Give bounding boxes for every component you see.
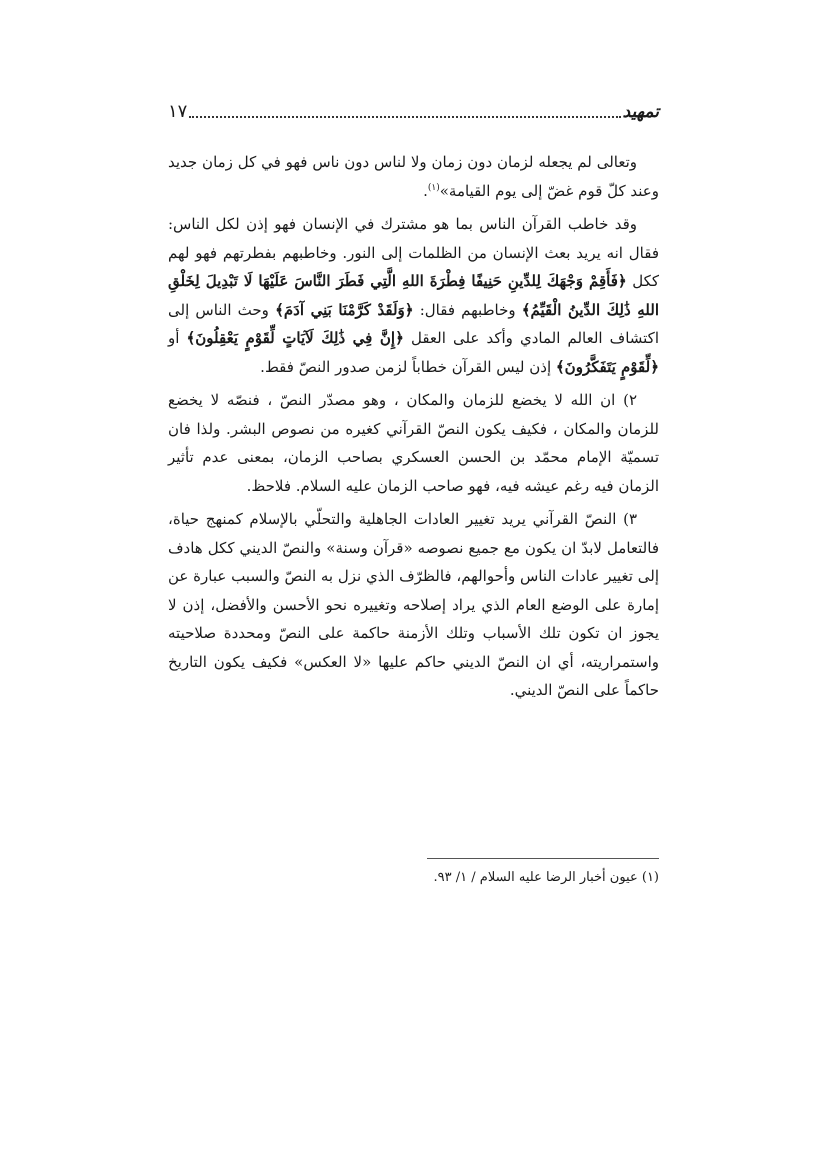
text-run: إذن ليس القرآن خطاباً لزمن صدور النصّ فقط.	[260, 357, 556, 376]
chapter-title: تمهيد	[622, 102, 659, 122]
paragraph	[168, 505, 659, 705]
text-run: ٣) النصّ القرآني يريد تغيير العادات الجاهلية والتحلّي بالإسلام كمنهج حياة، فالتعامل لابدّ ان يكون مع جميع نصوصه «قرآن وسنة» والنصّ الديني ككل هادف إلى تغيير عادات الناس وأحوالهم، فالظرّف الذي نزل به النصّ والسبب عبارة عن إمارة على الوضع العام الذي يراد إصلاحه وتغييره نحو الأحسن والأفضل، إذن لا يجوز ان تكون تلك الأسباب وتلك الأزمنة حاكمة على النصّ ومحددة صلاحيته واستمراريته، أي ان النصّ الديني حاكم عليها «لا العكس» فكيف يكون التاريخ حاكماً على النصّ الديني.	[168, 510, 659, 699]
page-header	[168, 96, 659, 124]
paragraph	[168, 148, 659, 205]
text-run: وقد خاطب القرآن الناس بما هو مشترك في الإنسان فهو إذن لكل الناس: فقال انه يريد بعث الإنسان من الظلمات إلى النور. وخاطبهم بفطرتهم فهو لهم ككل	[168, 215, 659, 290]
quran-verse: ﴿إِنَّ فِي ذَٰلِكَ لَآيَاتٍ لِّقَوْمٍ يَعْقِلُونَ﴾	[186, 329, 404, 347]
text-run: وحث الناس إلى اكتشاف العالم المادي وأكد على العقل	[168, 300, 659, 347]
page-number: ١٧	[168, 101, 188, 122]
text-run: .	[423, 181, 428, 200]
text-run: أو	[168, 329, 187, 347]
text-run: وتعالى لم يجعله لزمان دون زمان ولا لناس دون ناس فهو في كل زمان جديد وعند كلّ قوم غضّ إلى يوم القيامة»	[168, 153, 659, 200]
quran-verse: ﴿فَأَقِمْ وَجْهَكَ لِلدِّينِ حَنِيفًا فِطْرَةَ اللهِ الَّتِي فَطَرَ النَّاسَ عَلَيْهَا لَا تَبْدِيلَ لِخَلْقِ اللهِ ذَٰلِكَ الدِّينُ الْقَيِّمُ﴾	[168, 272, 659, 319]
header-dotted-leader	[189, 116, 620, 118]
quran-verse: ﴿لِّقَوْمٍ يَتَفَكَّرُونَ﴾	[555, 357, 659, 376]
paragraph	[168, 386, 659, 500]
footnote-marker: (١)	[427, 182, 440, 193]
text-run: ٢) ان الله لا يخضع للزمان والمكان ، وهو مصدّر النصّ ، فنصّه لا يخضع للزمان والمكان ، فكيف يكون النصّ القرآني كغيره من نصوص البشر. ولذا فان تسميّة الإمام محمّد بن الحسن العسكري بصاحب الزمان، بمعنى عدم تأثير الزمان فيه رغم عيشه فيه، فهو صاحب الزمان عليه السلام. فلاحظ.	[168, 391, 659, 495]
paragraph	[168, 210, 659, 381]
footnote-text: (١) عيون أخبار الرضا عليه السلام / ١/ ٩٣.	[433, 870, 659, 885]
footnote-separator	[427, 858, 659, 859]
footnote	[168, 868, 659, 888]
body-text	[168, 148, 659, 710]
quran-verse: ﴿وَلَقَدْ كَرَّمْنَا بَنِي آدَمَ﴾	[275, 300, 414, 319]
text-run: وخاطبهم فقال:	[413, 300, 522, 319]
